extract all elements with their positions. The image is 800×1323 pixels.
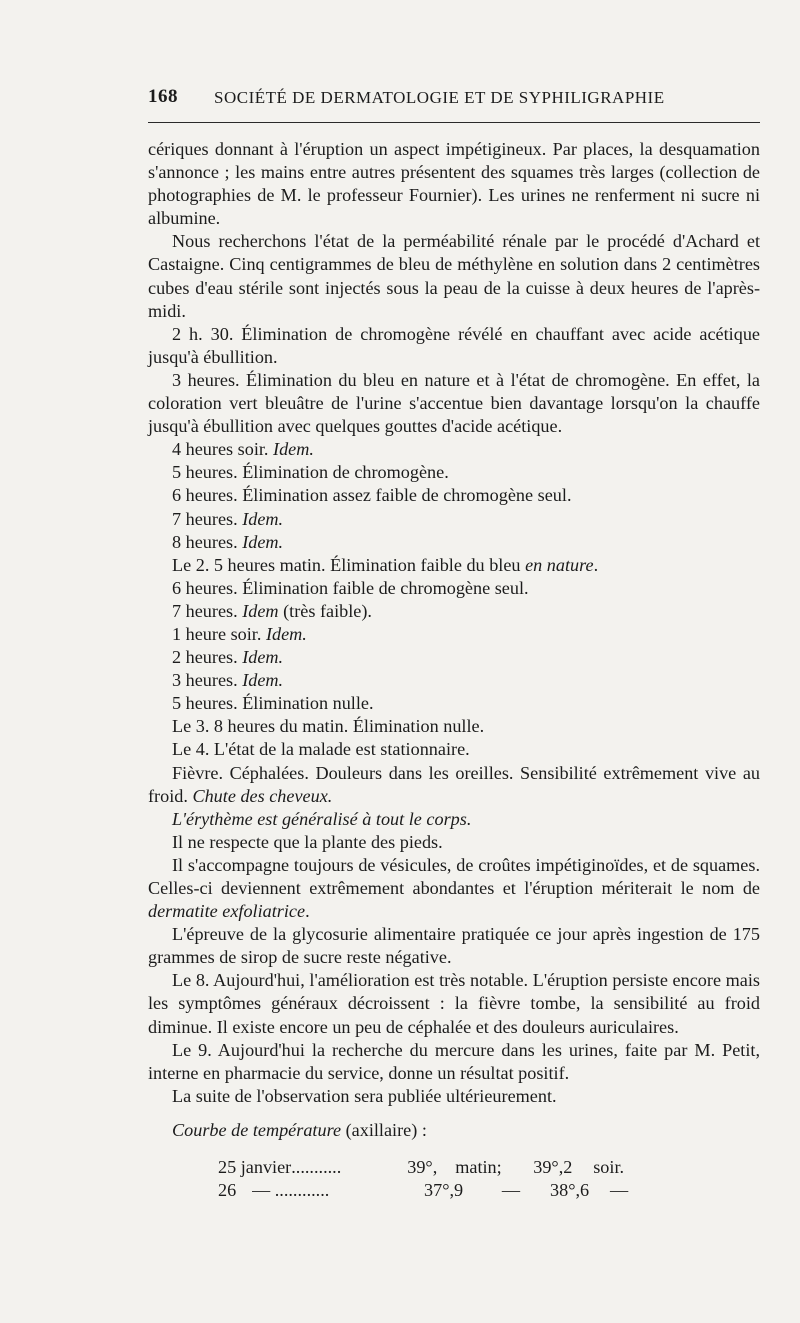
log-line: 8 heures. Idem. xyxy=(172,531,284,552)
page-number: 168 xyxy=(148,86,178,107)
paragraph-erythema: L'érythème est généralisé à tout le corps. xyxy=(172,808,472,829)
log-line: 4 heures soir. Idem. xyxy=(172,439,314,460)
paragraph-day8: Le 8. Aujourd'hui, l'amélioration est très notable. L'éruption persiste encore mais les symptômes généraux décroissent : la fièvre tombe, la sensibilité au froid diminue. Il existe encore un peu de céphalée et des douleurs auriculaires. xyxy=(148,970,760,1037)
log-line: Le 2. 5 heures matin. Élimination faible du bleu en nature. xyxy=(172,554,599,575)
log-line: 1 heure soir. Idem. xyxy=(172,623,307,644)
log-line: 3 heures. Idem. xyxy=(172,670,284,691)
paragraph-vesicles: Il s'accompagne toujours de vésicules, de croûtes impétiginoïdes, et de squames. Celles-ci deviennent extrêmement abondantes et l'éruption mériterait le nom de dermatite exfoliatrice. xyxy=(148,854,760,922)
log-line: 6 heures. Élimination assez faible de chromogène seul. xyxy=(172,485,572,506)
log-line: 2 heures. Idem. xyxy=(172,647,284,668)
header-rule xyxy=(148,122,760,123)
log-line: 7 heures. Idem (très faible). xyxy=(172,600,372,621)
running-header xyxy=(148,82,760,112)
log-line: Le 4. L'état de la malade est stationnaire. xyxy=(172,739,470,760)
paragraph-3h: 3 heures. Élimination du bleu en nature et à l'état de chromogène. En effet, la coloration vert bleuâtre de l'urine s'accentue bien davantage lorsqu'on la chauffe jusqu'à ébullition avec quelques gouttes d'acide acétique. xyxy=(148,369,760,437)
temperature-table xyxy=(218,1156,628,1202)
log-line: 5 heures. Élimination nulle. xyxy=(172,693,374,714)
paragraph-day9: Le 9. Aujourd'hui la recherche du mercure dans les urines, faite par M. Petit, interne en pharmacie du service, donne un résultat positif. xyxy=(148,1039,760,1083)
temperature-row: 26 — ............ 37°,9 — 38°,6 — xyxy=(218,1180,629,1200)
paragraph-permeability: Nous recherchons l'état de la perméabilité rénale par le procédé d'Achard et Castaigne. Cinq centigrammes de bleu de méthylène en solution dans 2 centimètres cubes d'eau stérile sont injectés sous la peau de la cuisse à deux heures de l'après-midi. xyxy=(148,231,760,321)
log-line: 6 heures. Élimination faible de chromogène seul. xyxy=(172,577,529,598)
log-line: 7 heures. Idem. xyxy=(172,508,284,529)
paragraph-soles: Il ne respecte que la plante des pieds. xyxy=(172,831,443,852)
paragraph-2h30: 2 h. 30. Élimination de chromogène révélé en chauffant avec acide acétique jusqu'à ébullition. xyxy=(148,323,760,367)
temperature-caption: Courbe de température (axillaire) : xyxy=(172,1119,427,1140)
paragraph-continuation: cériques donnant à l'éruption un aspect impétigineux. Par places, la desquamation s'annonce ; les mains entre autres présentent des squames très larges (collection de photographies de M. le professeur Fournier). Les urines ne renferment ni sucre ni albumine. xyxy=(148,139,760,229)
temperature-row: 25 janvier ........... 39°, matin; 39°,2 soir. xyxy=(218,1157,625,1177)
log-line: 5 heures. Élimination de chromogène. xyxy=(172,462,449,483)
body-text xyxy=(148,138,760,1142)
paragraph-fever: Fièvre. Céphalées. Douleurs dans les oreilles. Sensibilité extrêmement vive au froid. Chute des cheveux. xyxy=(148,762,760,806)
paragraph-closing: La suite de l'observation sera publiée ultérieurement. xyxy=(172,1085,557,1106)
paragraph-glycosuria: L'épreuve de la glycosurie alimentaire pratiquée ce jour après ingestion de 175 grammes de sirop de sucre reste négative. xyxy=(148,924,760,968)
running-title: SOCIÉTÉ DE DERMATOLOGIE ET DE SYPHILIGRAPHIE xyxy=(214,88,665,107)
log-line: Le 3. 8 heures du matin. Élimination nulle. xyxy=(172,716,485,737)
